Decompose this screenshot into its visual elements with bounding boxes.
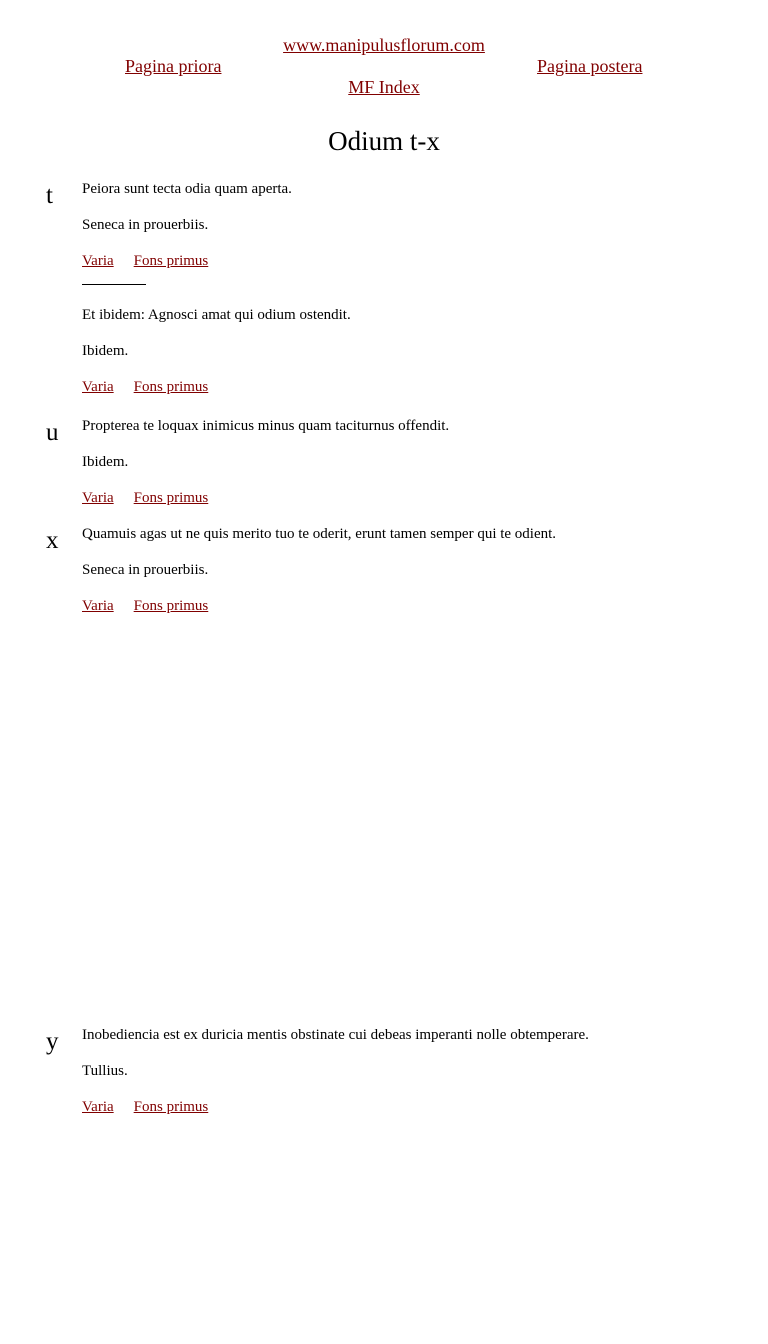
quotation-source: Ibidem.	[82, 454, 129, 470]
quotation-source: Seneca in prouerbiis.	[82, 217, 209, 233]
entry-letter-u: u	[46, 419, 59, 446]
mf-index-link[interactable]: MF Index	[348, 77, 420, 97]
quotation-links	[82, 252, 208, 270]
quotation-text: Propterea te loquax inimicus minus quam taciturnus offendit.	[82, 418, 450, 434]
fons-primus-link[interactable]: Fons primus	[133, 598, 209, 614]
entry-letter-y: y	[46, 1028, 59, 1055]
site-home-link[interactable]: www.manipulusflorum.com	[283, 35, 485, 55]
quotation-links	[82, 1098, 208, 1116]
quotation-links	[82, 489, 208, 507]
quotation-links	[82, 597, 208, 615]
entry-letter-t: t	[46, 182, 53, 209]
quotation-text: Peiora sunt tecta odia quam aperta.	[82, 181, 292, 197]
varia-link[interactable]: Varia	[82, 1099, 114, 1115]
fons-primus-link[interactable]: Fons primus	[133, 490, 209, 506]
varia-link[interactable]: Varia	[82, 598, 114, 614]
entry-letter-x: x	[46, 527, 59, 554]
next-page-link[interactable]: Pagina postera	[537, 56, 643, 76]
quotation-source: Ibidem.	[82, 343, 129, 359]
varia-link[interactable]: Varia	[82, 379, 114, 395]
quotation-source: Seneca in prouerbiis.	[82, 562, 209, 578]
quotation-links	[82, 378, 208, 396]
quotation-text: Inobediencia est ex duricia mentis obstinate cui debeas imperanti nolle obtemperare.	[82, 1027, 589, 1043]
fons-primus-link[interactable]: Fons primus	[133, 253, 209, 269]
fons-primus-link[interactable]: Fons primus	[133, 1099, 209, 1115]
quotation-text: Et ibidem: Agnosci amat qui odium ostendit.	[82, 307, 351, 323]
page-title: Odium t-x	[328, 126, 440, 156]
fons-primus-link[interactable]: Fons primus	[133, 379, 209, 395]
varia-link[interactable]: Varia	[82, 253, 114, 269]
varia-link[interactable]: Varia	[82, 490, 114, 506]
separator-line	[82, 284, 146, 285]
previous-page-link[interactable]: Pagina priora	[125, 56, 222, 76]
quotation-source: Tullius.	[82, 1063, 128, 1079]
quotation-text: Quamuis agas ut ne quis merito tuo te oderit, erunt tamen semper qui te odient.	[82, 526, 557, 542]
